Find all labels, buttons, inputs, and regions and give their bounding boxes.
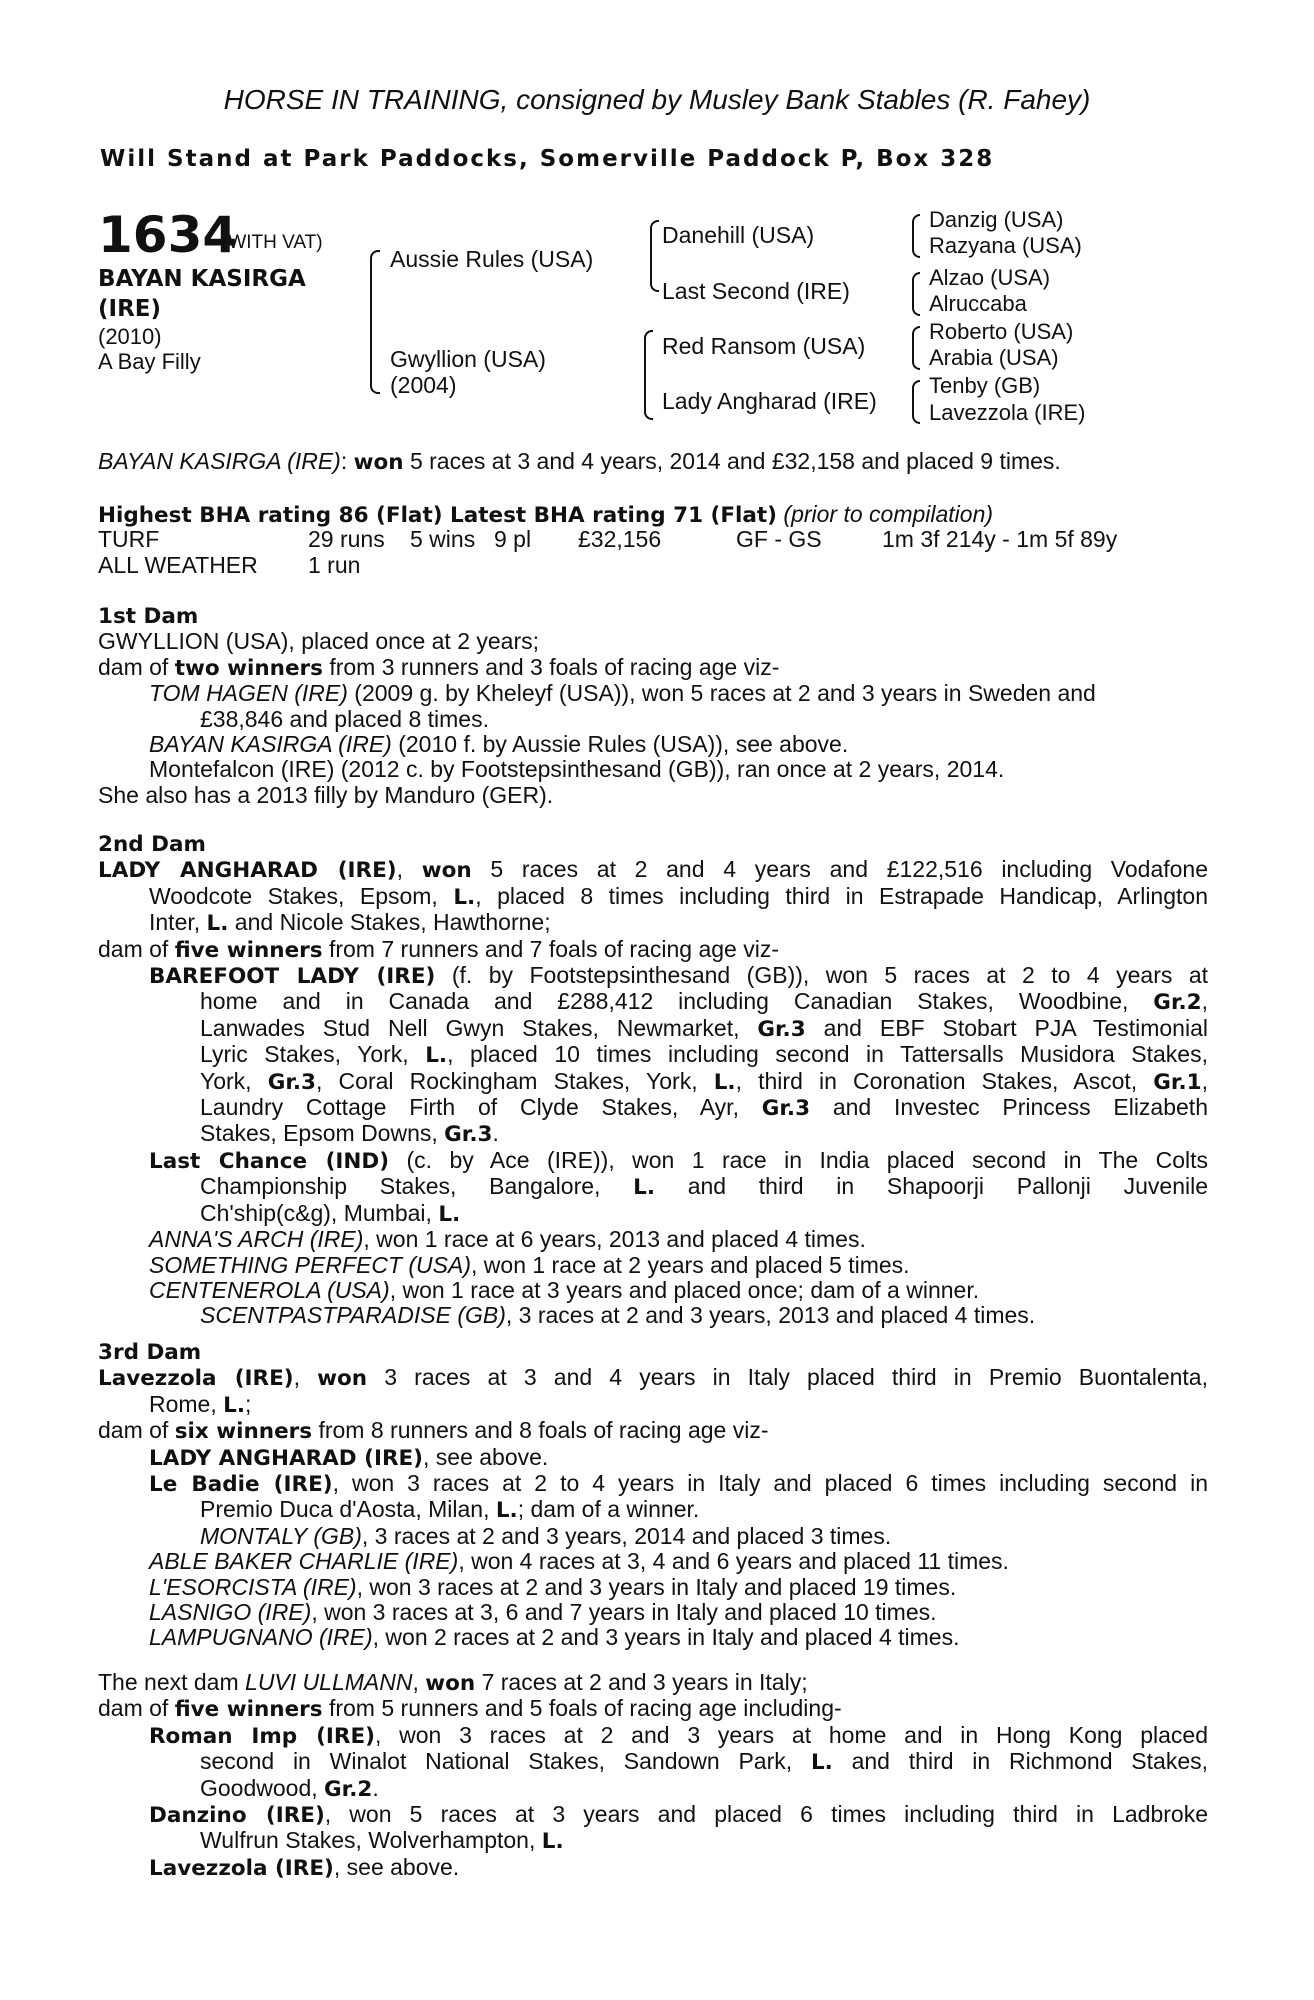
second-dam-line2 bbox=[98, 884, 1208, 910]
text: from 8 runners and 8 foals of racing age viz- bbox=[312, 1417, 769, 1444]
horse-name-line1: BAYAN KASIRGA bbox=[98, 266, 306, 292]
text: Rome, bbox=[149, 1390, 224, 1417]
barefoot-lady-line1 bbox=[98, 963, 1208, 989]
offspring-name: BAREFOOT LADY (IRE) bbox=[149, 964, 436, 990]
summary-won: won bbox=[353, 450, 404, 475]
turf-label: TURF bbox=[98, 526, 160, 553]
roman-imp-line3 bbox=[98, 1776, 1208, 1802]
sire-sire-dam: Razyana (USA) bbox=[929, 233, 1082, 258]
turf-placed: 9 pl bbox=[494, 526, 532, 553]
text: , 3 races at 2 and 3 years, 2014 and placed 3 times. bbox=[361, 1522, 892, 1549]
text: and third in Shapoorji Pallonji Juvenile bbox=[655, 1173, 1209, 1200]
text: ; dam of a winner. bbox=[517, 1496, 700, 1523]
stand-location: Will Stand at Park Paddocks, Somerville Paddock P, Box 328 bbox=[100, 146, 995, 172]
offspring-montaly bbox=[98, 1524, 1208, 1549]
grade: L. bbox=[541, 1829, 564, 1855]
barefoot-lady-line3 bbox=[98, 1016, 1208, 1042]
ds-bracket bbox=[912, 326, 920, 370]
dam-dam: Lady Angharad (IRE) bbox=[662, 388, 877, 414]
turf-going: GF - GS bbox=[736, 526, 822, 553]
text: , won 1 race at 3 years and placed once; dam of a winner. bbox=[389, 1276, 980, 1303]
offspring-name: TOM HAGEN (IRE) bbox=[149, 680, 348, 707]
text: 5 races at 2 and 4 years and £122,516 including Vodafone bbox=[471, 856, 1209, 883]
next-dam-line1 bbox=[98, 1670, 1208, 1696]
text: , 3 races at 2 and 3 years, 2013 and placed 4 times. bbox=[505, 1302, 1036, 1329]
ratings-block bbox=[98, 502, 1208, 578]
text: , bbox=[293, 1364, 318, 1391]
turf-distance: 1m 3f 214y - 1m 5f 89y bbox=[882, 526, 1118, 553]
text: . bbox=[372, 1774, 379, 1801]
text: and Investec Princess Elizabeth bbox=[810, 1094, 1208, 1121]
turf-earnings: £32,156 bbox=[578, 526, 662, 553]
summary-name: BAYAN KASIRGA (IRE) bbox=[98, 448, 341, 474]
offspring-name: SCENTPASTPARADISE (GB) bbox=[200, 1302, 506, 1329]
offspring-lady-angharad bbox=[98, 1445, 1208, 1471]
text: and third in Richmond Stakes, bbox=[832, 1748, 1209, 1775]
offspring-name: Roman Imp (IRE) bbox=[149, 1723, 375, 1749]
sire-dam-bracket bbox=[370, 250, 380, 394]
text: Ch'ship(c&g), Mumbai, bbox=[200, 1199, 439, 1226]
text: , third in Coronation Stakes, Ascot, bbox=[735, 1067, 1154, 1094]
dam-name: LUVI ULLMANN bbox=[245, 1669, 413, 1695]
next-dam-section bbox=[98, 1670, 1208, 1881]
third-dam-produce bbox=[98, 1418, 1208, 1444]
horse-info bbox=[98, 324, 201, 374]
all-weather-record bbox=[98, 553, 1208, 578]
text: . bbox=[492, 1120, 499, 1147]
first-dam-heading: 1st Dam bbox=[98, 604, 199, 629]
second-dam-line3 bbox=[98, 910, 1208, 936]
turf-runs: 29 runs bbox=[308, 526, 385, 553]
summary-rest: 5 races at 3 and 4 years, 2014 and £32,158 and placed 9 times. bbox=[409, 448, 1061, 474]
third-dam-heading: 3rd Dam bbox=[98, 1340, 202, 1365]
offspring-name: Lavezzola (IRE) bbox=[149, 1855, 334, 1881]
horse-year: (2010) bbox=[98, 324, 162, 349]
grade: L. bbox=[810, 1750, 833, 1776]
race-summary: BAYAN KASIRGA (IRE): won 5 races at 3 and 4 years, 2014 and £32,158 and placed 9 times. bbox=[98, 448, 1061, 475]
won-label: won bbox=[317, 1366, 368, 1392]
dam-dam-dam: Lavezzola (IRE) bbox=[929, 400, 1086, 425]
text: , won 1 race at 6 years, 2013 and placed 4 times. bbox=[363, 1226, 866, 1253]
text: , won 5 races at 3 years and placed 6 times including third in Ladbroke bbox=[324, 1801, 1208, 1828]
text: Goodwood, bbox=[200, 1774, 325, 1801]
offspring-name: ANNA'S ARCH (IRE) bbox=[149, 1226, 364, 1253]
offspring-name: Le Badie (IRE) bbox=[149, 1472, 333, 1498]
offspring-able-baker-charlie bbox=[98, 1549, 1208, 1574]
roman-imp-line1 bbox=[98, 1723, 1208, 1749]
text: ; bbox=[245, 1390, 252, 1417]
offspring-centenerola bbox=[98, 1278, 1208, 1303]
sire-parents-bracket bbox=[650, 220, 659, 292]
last-chance-line3 bbox=[98, 1201, 1208, 1227]
winners-count: two winners bbox=[174, 655, 323, 681]
text: Premio Duca d'Aosta, Milan, bbox=[200, 1496, 496, 1523]
text: , bbox=[1201, 1067, 1208, 1094]
third-dam-line2 bbox=[98, 1392, 1208, 1418]
rating-line bbox=[98, 502, 1208, 527]
text: dam of bbox=[98, 1695, 175, 1722]
offspring-name: LADY ANGHARAD (IRE) bbox=[149, 1445, 424, 1471]
grade: L. bbox=[633, 1175, 655, 1201]
grade: L. bbox=[425, 1043, 448, 1069]
horse-name-line2: (IRE) bbox=[98, 296, 162, 322]
text: Wulfrun Stakes, Wolverhampton, bbox=[200, 1827, 542, 1854]
dam-name: Lavezzola (IRE) bbox=[98, 1366, 294, 1392]
dam-name: LADY ANGHARAD (IRE) bbox=[98, 858, 397, 884]
text: , won 3 races at 2 to 4 years in Italy and placed 6 times including second in bbox=[332, 1470, 1208, 1497]
vat-note: (WITH VAT) bbox=[222, 232, 323, 253]
text: (f. by Footstepsinthesand (GB)), won 5 races at 2 to 4 years at bbox=[435, 962, 1208, 989]
text: Laundry Cottage Firth of Clyde Stakes, Ayr, bbox=[200, 1094, 762, 1121]
turf-wins: 5 wins bbox=[410, 526, 476, 553]
text: , placed 8 times including third in Estrapade Handicap, Arlington bbox=[475, 882, 1208, 909]
first-dam-section bbox=[98, 604, 1208, 808]
dd-bracket bbox=[912, 380, 920, 424]
text: The next dam bbox=[98, 1669, 246, 1695]
dam: Gwyllion (USA) bbox=[390, 346, 546, 372]
text: , won 3 races at 2 and 3 years in Italy and placed 19 times. bbox=[356, 1573, 957, 1600]
dam-sire-dam: Arabia (USA) bbox=[929, 345, 1059, 370]
consignment-line: HORSE IN TRAINING, consigned by Musley Bank Stables (R. Fahey) bbox=[223, 84, 1091, 115]
dam-dam-sire: Tenby (GB) bbox=[929, 373, 1041, 398]
winners-count: five winners bbox=[174, 937, 323, 963]
text: , bbox=[1201, 988, 1208, 1015]
danzino-line2 bbox=[98, 1828, 1208, 1854]
next-dam-produce bbox=[98, 1696, 1208, 1722]
sire-dam: Last Second (IRE) bbox=[662, 278, 850, 304]
text: , placed 10 times including second in Tattersalls Musidora Stakes, bbox=[447, 1041, 1208, 1068]
offspring-something-perfect bbox=[98, 1253, 1208, 1278]
won-label: won bbox=[421, 858, 472, 884]
grade: L. bbox=[495, 1498, 518, 1524]
text: Lyric Stakes, York, bbox=[200, 1041, 426, 1068]
text: from 3 runners and 3 foals of racing age viz- bbox=[322, 653, 780, 680]
offspring-lasnigo bbox=[98, 1600, 1208, 1625]
offspring-name: BAYAN KASIRGA (IRE) bbox=[149, 731, 392, 758]
offspring-lampugnano bbox=[98, 1625, 1208, 1650]
barefoot-lady-line5 bbox=[98, 1069, 1208, 1095]
offspring-le-badie bbox=[98, 1471, 1208, 1497]
winners-count: six winners bbox=[174, 1419, 313, 1445]
text: Woodcote Stakes, Epsom, bbox=[149, 882, 454, 909]
text: dam of bbox=[98, 653, 175, 680]
first-dam-note: She also has a 2013 filly by Manduro (GER). bbox=[98, 781, 554, 808]
text: , won 3 races at 3, 6 and 7 years in Italy and placed 10 times. bbox=[311, 1599, 937, 1626]
text: and EBF Stobart PJA Testimonial bbox=[805, 1014, 1208, 1041]
text: York, bbox=[200, 1067, 268, 1094]
sire-sire-sire: Danzig (USA) bbox=[929, 207, 1064, 232]
rating-text: Highest BHA rating 86 (Flat) Latest BHA rating 71 (Flat) bbox=[98, 503, 778, 528]
text: Inter, bbox=[149, 909, 207, 936]
grade: L. bbox=[713, 1069, 736, 1095]
third-dam-line1 bbox=[98, 1365, 1208, 1391]
offspring-lesorcista bbox=[98, 1575, 1208, 1600]
offspring-bayan-kasirga bbox=[98, 732, 1208, 757]
lot-number: 1634 bbox=[98, 206, 238, 264]
grade: Gr.2 bbox=[324, 1776, 373, 1802]
horse-description: A Bay Filly bbox=[98, 349, 201, 374]
second-dam-heading: 2nd Dam bbox=[98, 832, 206, 857]
text: Championship Stakes, Bangalore, bbox=[200, 1173, 634, 1200]
grade: L. bbox=[453, 884, 476, 910]
dam-sire-sire: Roberto (USA) bbox=[929, 319, 1074, 344]
text: , won 1 race at 2 years and placed 5 times. bbox=[471, 1251, 910, 1278]
sire-dam-sire: Alzao (USA) bbox=[929, 265, 1051, 290]
barefoot-lady-line6 bbox=[98, 1095, 1208, 1121]
offspring-lavezzola bbox=[98, 1855, 1208, 1881]
text: , see above. bbox=[423, 1443, 549, 1470]
text: from 7 runners and 7 foals of racing age viz- bbox=[322, 935, 779, 962]
offspring-tom-hagen bbox=[98, 681, 1208, 706]
offspring-le-badie-cont bbox=[98, 1497, 1208, 1523]
grade: Gr.3 bbox=[757, 1016, 806, 1042]
offspring-tom-hagen-cont: £38,846 and placed 8 times. bbox=[200, 705, 489, 732]
grade: Gr.1 bbox=[1153, 1069, 1202, 1095]
offspring-name: CENTENEROLA (USA) bbox=[149, 1276, 390, 1303]
dam-parents-bracket bbox=[644, 330, 653, 420]
first-dam-produce bbox=[98, 655, 1208, 681]
offspring-name: LASNIGO (IRE) bbox=[149, 1599, 312, 1626]
text: Lanwades Stud Nell Gwyn Stakes, Newmarket, bbox=[200, 1014, 758, 1041]
text: , won 4 races at 3, 4 and 6 years and placed 11 times. bbox=[458, 1548, 1009, 1575]
sire-sire: Danehill (USA) bbox=[662, 222, 815, 248]
danzino-line1 bbox=[98, 1802, 1208, 1828]
dam-sire: Red Ransom (USA) bbox=[662, 333, 866, 359]
text: , Coral Rockingham Stakes, York, bbox=[316, 1067, 714, 1094]
last-chance-line2 bbox=[98, 1174, 1208, 1200]
grade: L. bbox=[438, 1201, 461, 1227]
text: , see above. bbox=[333, 1853, 460, 1880]
turf-record bbox=[98, 527, 1208, 552]
third-dam-section bbox=[98, 1340, 1208, 1651]
grade: Gr.2 bbox=[1153, 990, 1202, 1016]
ss-bracket bbox=[912, 214, 920, 258]
offspring-name: MONTALY (GB) bbox=[200, 1522, 362, 1549]
offspring-name: Last Chance (IND) bbox=[149, 1148, 390, 1174]
offspring-name: LAMPUGNANO (IRE) bbox=[149, 1624, 373, 1651]
second-dam-produce bbox=[98, 937, 1208, 963]
text: Stakes, Epsom Downs, bbox=[200, 1120, 445, 1147]
offspring-scentpastparadise bbox=[98, 1303, 1208, 1328]
text: (2009 g. by Kheleyf (USA)), won 5 races at 2 and 3 years in Sweden and bbox=[347, 680, 1096, 707]
offspring-name: ABLE BAKER CHARLIE (IRE) bbox=[149, 1548, 459, 1575]
second-dam-section bbox=[98, 832, 1208, 1329]
rating-note: (prior to compilation) bbox=[783, 501, 994, 527]
sire-dam-dam: Alruccaba bbox=[929, 291, 1027, 316]
last-chance-line1 bbox=[98, 1148, 1208, 1174]
text: home and in Canada and £288,412 including Canadian Stakes, Woodbine, bbox=[200, 988, 1154, 1015]
aw-label: ALL WEATHER bbox=[98, 551, 258, 578]
first-dam-line: GWYLLION (USA), placed once at 2 years; bbox=[98, 628, 540, 655]
text: , won 2 races at 2 and 3 years in Italy and placed 4 times. bbox=[372, 1624, 960, 1651]
text: (2010 f. by Aussie Rules (USA)), see above. bbox=[391, 731, 849, 758]
offspring-name: SOMETHING PERFECT (USA) bbox=[149, 1251, 472, 1278]
roman-imp-line2 bbox=[98, 1749, 1208, 1775]
dam-year: (2004) bbox=[390, 372, 457, 398]
text: , bbox=[396, 856, 422, 883]
offspring-name: L'ESORCISTA (IRE) bbox=[149, 1573, 357, 1600]
grade: Gr.3 bbox=[761, 1096, 811, 1122]
sire: Aussie Rules (USA) bbox=[390, 246, 594, 272]
offspring-annas-arch bbox=[98, 1227, 1208, 1252]
text: dam of bbox=[98, 1417, 175, 1444]
text: , won 3 races at 2 and 3 years at home and in Hong Kong placed bbox=[374, 1721, 1208, 1748]
text: from 5 runners and 5 foals of racing age including- bbox=[322, 1695, 842, 1722]
text: , bbox=[412, 1669, 426, 1695]
winners-count: five winners bbox=[174, 1697, 323, 1723]
barefoot-lady-line4 bbox=[98, 1042, 1208, 1068]
offspring-name: Danzino (IRE) bbox=[149, 1803, 325, 1829]
horse-name bbox=[98, 264, 306, 324]
barefoot-lady-line7 bbox=[98, 1121, 1208, 1147]
aw-runs: 1 run bbox=[308, 551, 361, 578]
second-dam-line1 bbox=[98, 857, 1208, 883]
text: dam of bbox=[98, 935, 175, 962]
text: 3 races at 3 and 4 years in Italy placed third in Premio Buontalenta, bbox=[367, 1364, 1208, 1391]
offspring-montefalcon: Montefalcon (IRE) (2012 c. by Footstepsinthesand (GB)), ran once at 2 years, 2014. bbox=[149, 756, 1005, 783]
grade: Gr.3 bbox=[267, 1069, 317, 1095]
grade: Gr.3 bbox=[444, 1122, 493, 1148]
text: and Nicole Stakes, Hawthorne; bbox=[228, 909, 551, 936]
barefoot-lady-line2 bbox=[98, 989, 1208, 1015]
grade: L. bbox=[223, 1392, 246, 1418]
grade: L. bbox=[206, 911, 229, 937]
text: second in Winalot National Stakes, Sandown Park, bbox=[200, 1748, 811, 1775]
won-label: won bbox=[425, 1671, 476, 1696]
sd-bracket bbox=[912, 272, 920, 316]
text: (c. by Ace (IRE)), won 1 race in India placed second in The Colts bbox=[389, 1146, 1208, 1173]
text: 7 races at 2 and 3 years in Italy; bbox=[475, 1669, 808, 1695]
